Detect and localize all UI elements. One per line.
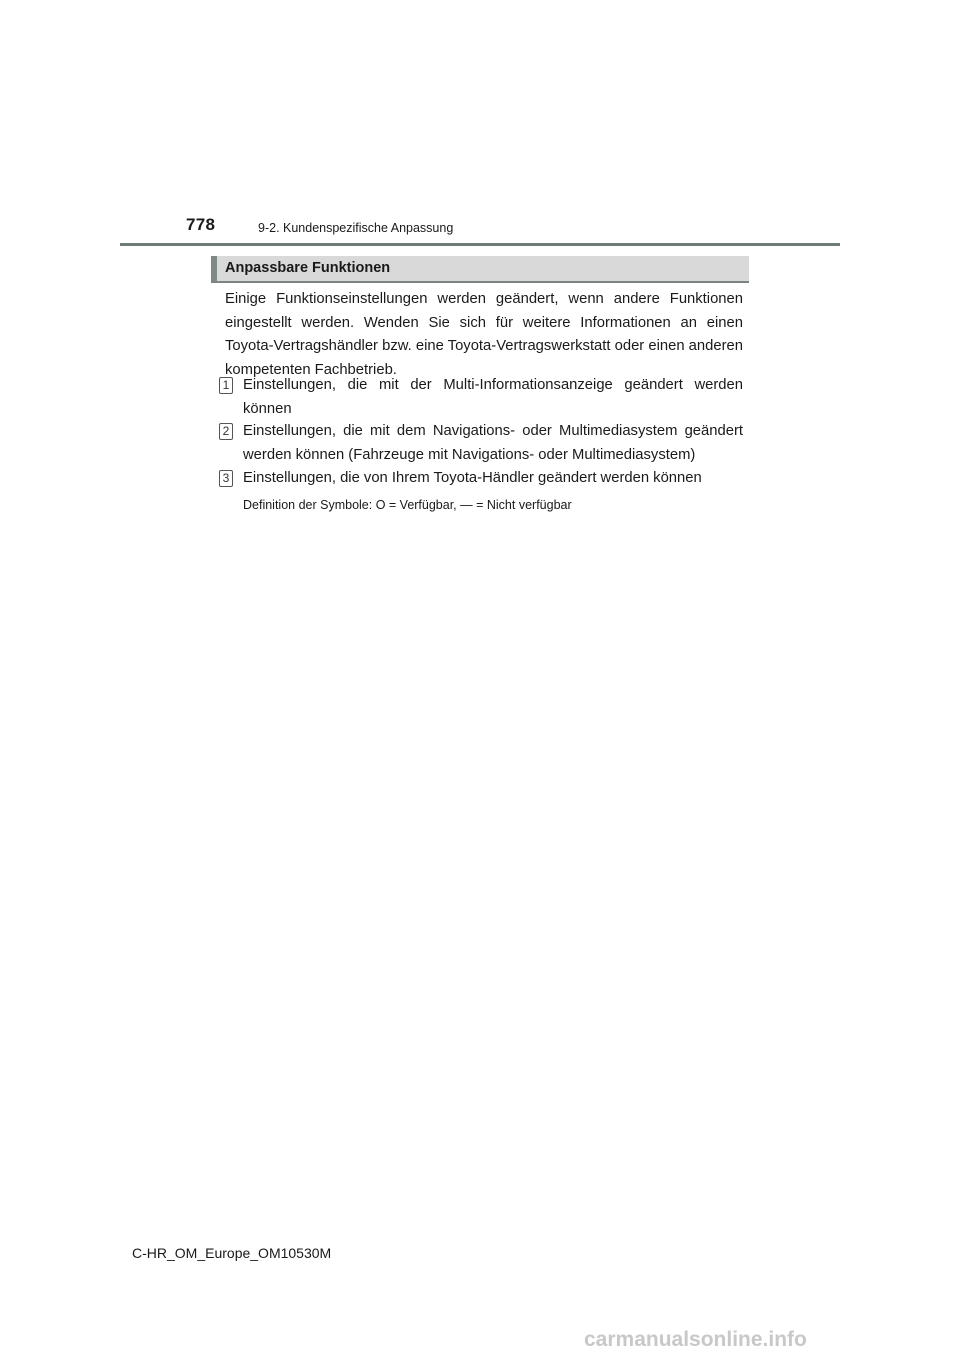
section-heading: Anpassbare Funktionen <box>225 260 391 276</box>
heading-accent-bar <box>211 256 217 281</box>
header-rule <box>120 243 840 246</box>
watermark[interactable]: carmanualsonline.info <box>584 1328 807 1351</box>
section-title: 9-2. Kundenspezifische Anpassung <box>258 221 454 235</box>
item-number-badge: 2 <box>219 423 233 440</box>
list-item: Einstellungen, die mit der Multi-Informationsanzeige geändert werden können <box>243 377 743 417</box>
document-code-footer: C-HR_OM_Europe_OM10530M <box>132 1245 332 1261</box>
page-number: 778 <box>186 215 216 234</box>
item-number-badge: 3 <box>219 470 233 487</box>
list-item: Einstellungen, die mit dem Navigations- oder Multimediasystem geändert werden können (Fahrzeuge mit Navigations- oder Multimediasystem) <box>243 423 743 463</box>
list-item: Einstellungen, die von Ihrem Toyota-Händler geändert werden können <box>243 470 702 486</box>
section-heading-box <box>211 256 749 283</box>
intro-paragraph: Einige Funktionseinstellungen werden geändert, wenn andere Funktionen eingestellt werden. Wenden Sie sich für weitere Informationen an einen Toyota-Vertragshändler bzw. eine Toyota-Vertragswerkstatt oder einen anderen kompetenten Fachbetrieb. <box>225 291 743 378</box>
item-number-badge: 1 <box>219 377 233 394</box>
symbol-legend: Definition der Symbole: O = Verfügbar, — = Nicht verfügbar <box>243 498 572 512</box>
